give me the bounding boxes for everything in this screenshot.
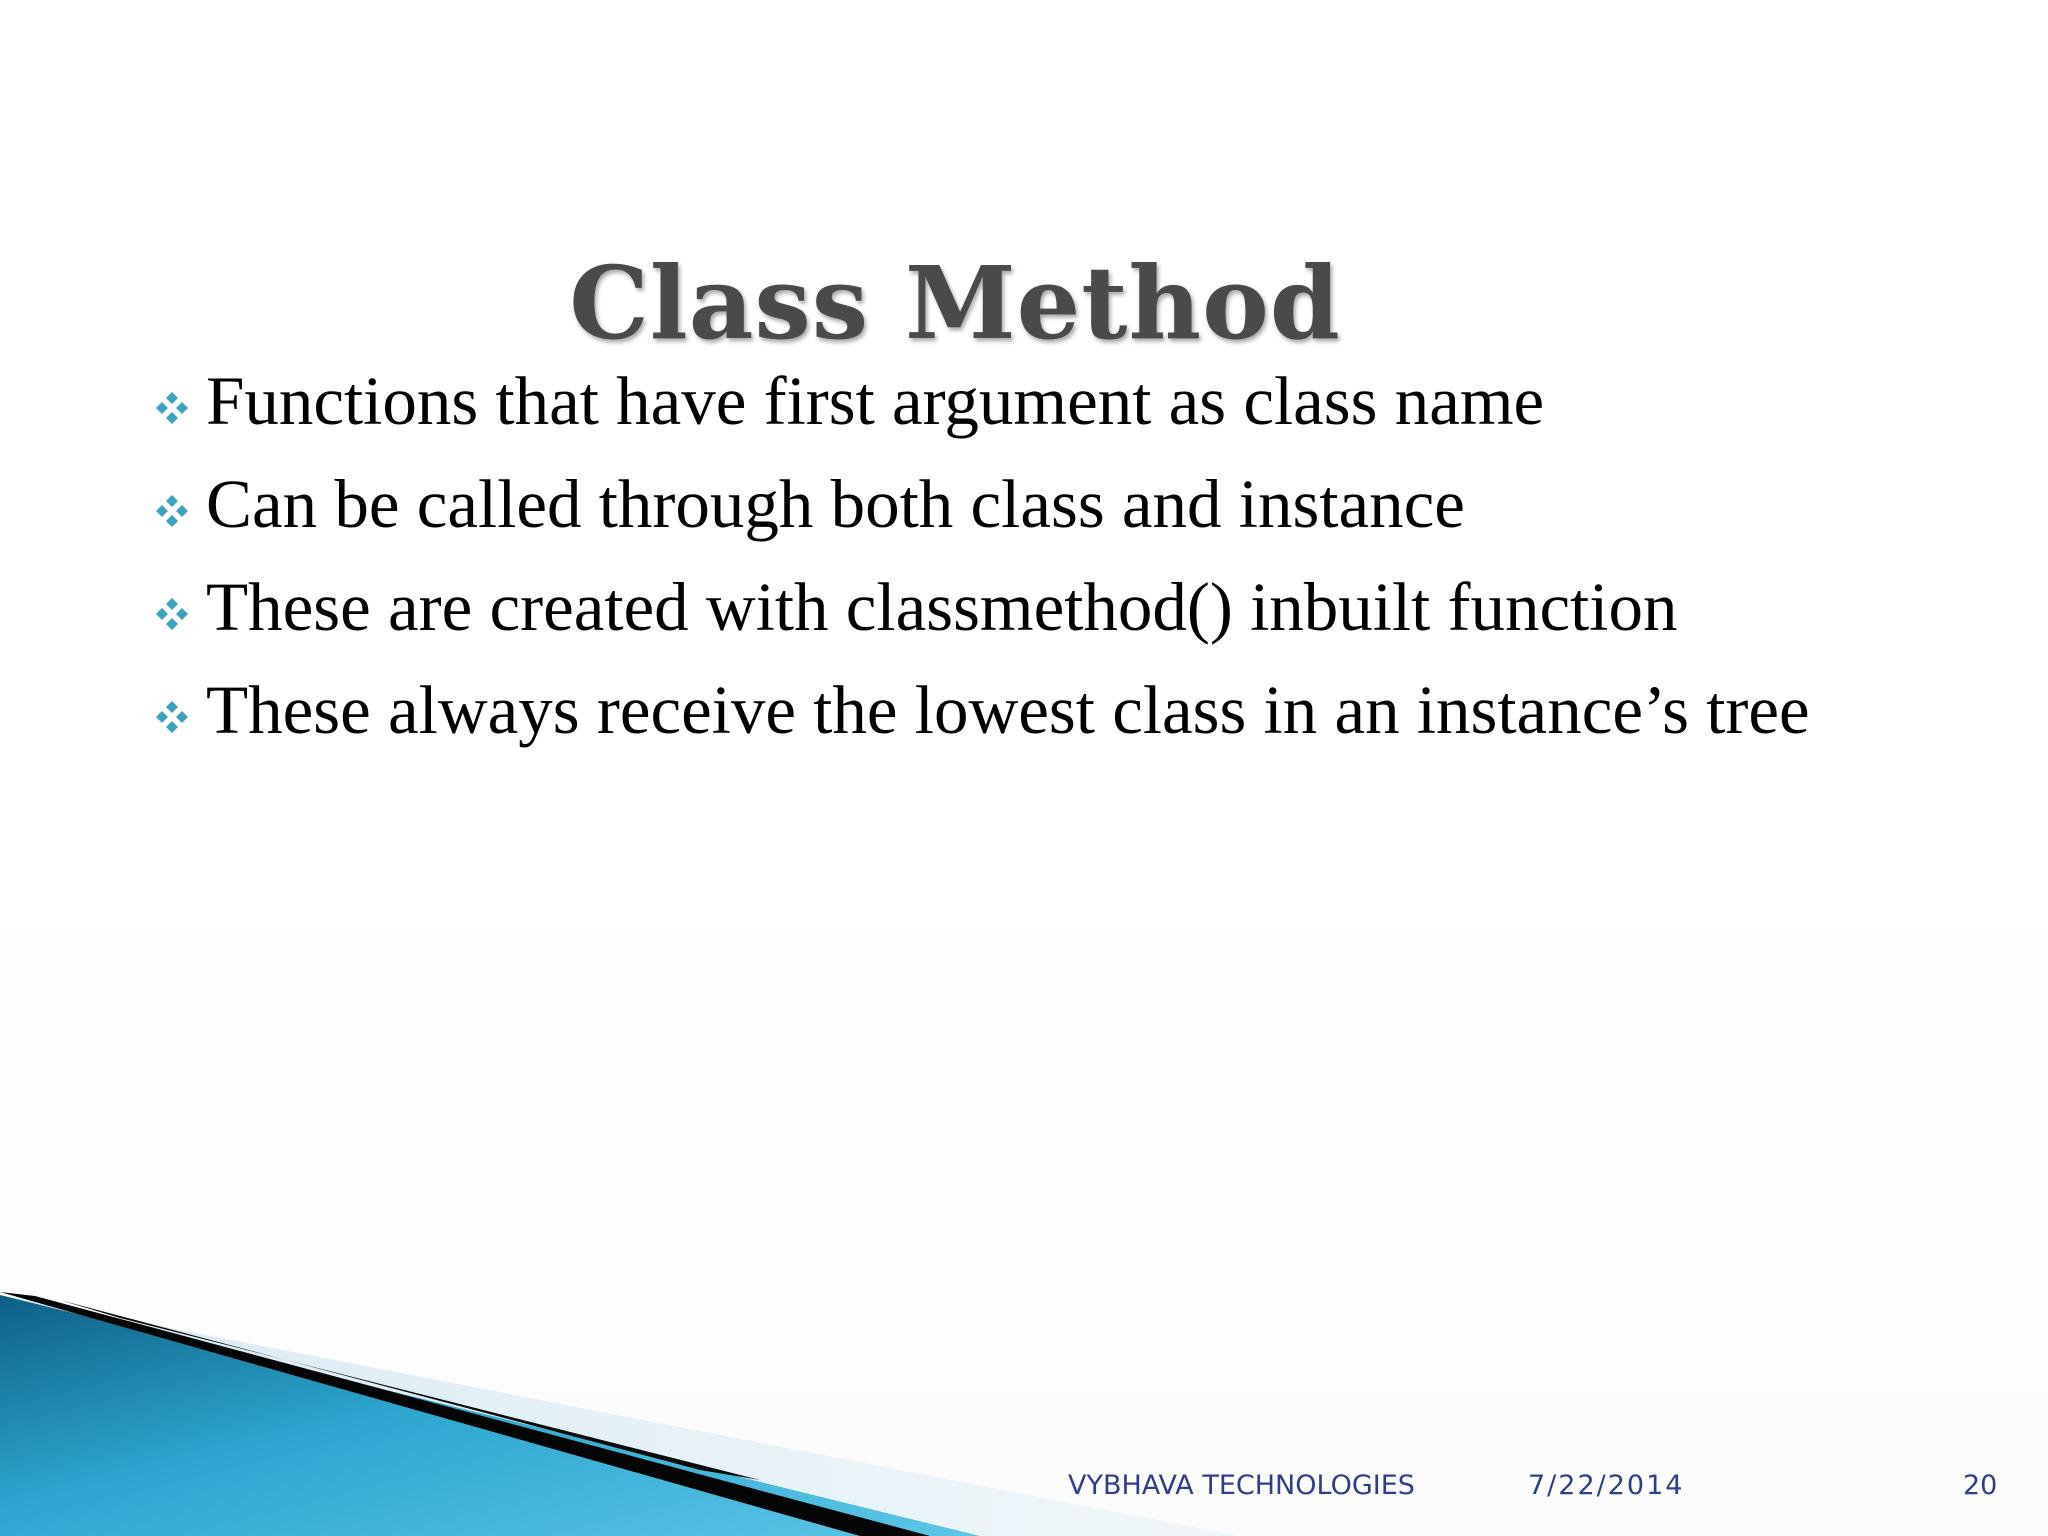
footer-company: VYBHAVA TECHNOLOGIES	[1068, 1470, 1415, 1501]
footer-date: 7/22/2014	[1528, 1470, 1685, 1501]
four-diamond-bullet-icon	[154, 390, 190, 426]
bullet-text: These always receive the lowest class in an instance’s tree	[206, 672, 1810, 748]
bullet-item	[148, 350, 1928, 453]
four-diamond-bullet-icon	[154, 699, 190, 735]
slide-title: Class Method	[569, 244, 1341, 362]
bullet-list	[148, 350, 1928, 748]
bullet-item	[148, 453, 1928, 556]
bullet-item	[148, 556, 1928, 659]
bullet-item	[148, 659, 1928, 748]
bullet-text: These are created with classmethod() inbuilt function	[206, 569, 1678, 645]
four-diamond-bullet-icon	[154, 493, 190, 529]
footer-page-number: 20	[1963, 1470, 1998, 1501]
bullet-text: Can be called through both class and instance	[206, 466, 1465, 542]
bullet-text: Functions that have first argument as class name	[206, 363, 1545, 439]
four-diamond-bullet-icon	[154, 596, 190, 632]
